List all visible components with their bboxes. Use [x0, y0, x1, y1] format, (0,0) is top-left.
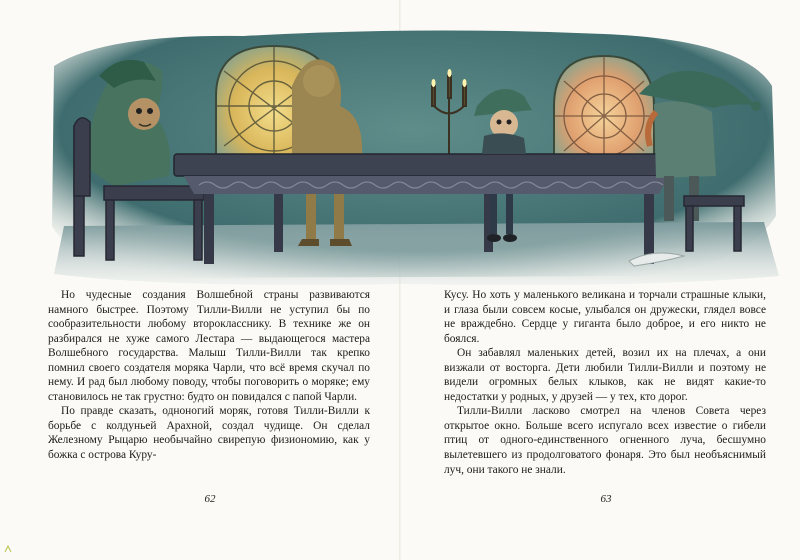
paragraph: Он забавлял маленьких детей, возил их на плечах, а они визжали от восторга. Дети любили Тилли-Вилли и поэтому не видели огромных белых клыков, как не видят какие-то недостатки у родных, у друзей — у тех, кто дорог. — [444, 347, 766, 403]
paragraph: Но чудесные создания Волшебной страны развиваются намного быстрее. Поэтому Тилли-Вилли не уступил бы по сообразительности любому второкласснику. В технике же он разбирался не хуже самого Лестара — выдающегося мастера Волшебного государства. Малыш Тилли-Вилли так крепко помнил своего создателя моряка Чарли, что всё время скучал по нему. И рад был любому поводу, чтобы поговорить о моряке; ему становилось не так грустно: будто он повидался с папой Чарли. — [48, 289, 370, 403]
right-page-text — [444, 288, 766, 477]
paragraph: По правде сказать, одноногий моряк, готовя Тилли-Вилли к борьбе с колдуньей Арахной, создал чудище. Он сделал Железному Рыцарю необычайно свирепую физиономию, как у божка с острова Куру- — [48, 405, 370, 462]
page-number-right: 63 — [600, 493, 612, 505]
left-page-text — [48, 288, 370, 463]
paragraph: Кусу. Но хоть у маленького великана и торчали страшные клыки, и глаза были совсем косые, улыбался он дружески, глядел вовсе не враждебно. Сердце у гиганта было доброе, и его никто не боялся. — [444, 289, 766, 345]
page-number-left: 62 — [204, 493, 216, 505]
council-illustration — [44, 26, 784, 288]
stained-glass-window-right — [554, 56, 654, 166]
corner-mark — [4, 545, 12, 553]
paragraph: Тилли-Вилли ласково смотрел на членов Совета через открытое окно. Больше всего испугало всех известие о гибели птиц от одного-единственного огненного луча, бесшумно вылетевшего из продолговатого фонаря. Это был необъяснимый луч, они такого не знали. — [444, 405, 766, 476]
